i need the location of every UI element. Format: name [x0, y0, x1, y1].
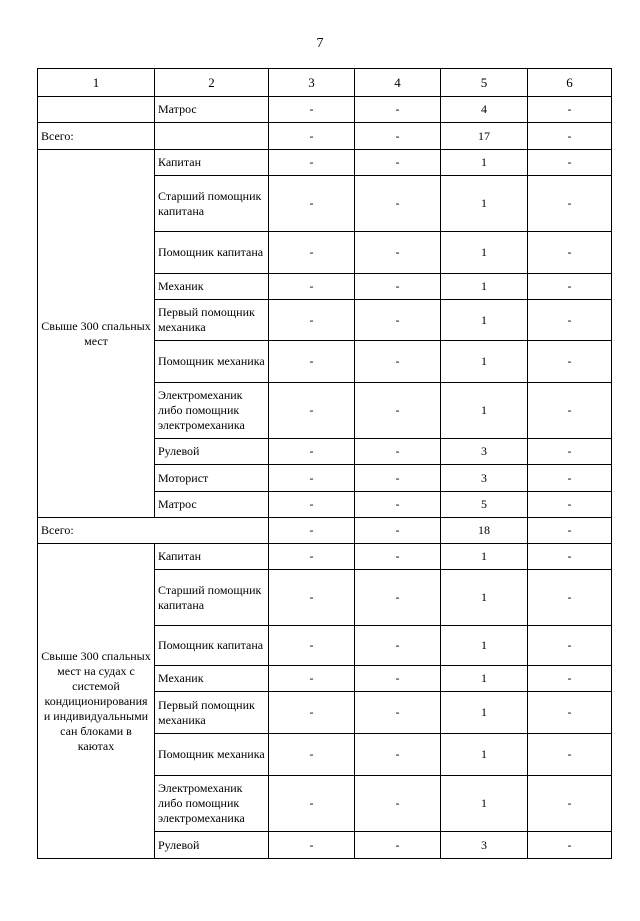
value-cell: -	[269, 300, 355, 341]
value-cell: -	[269, 341, 355, 383]
value-cell: 5	[441, 492, 528, 518]
value-cell: -	[269, 176, 355, 232]
column-header: 5	[441, 69, 528, 97]
value-cell: -	[528, 150, 612, 176]
value-cell: -	[528, 383, 612, 439]
value-cell: 1	[441, 274, 528, 300]
value-cell: -	[528, 176, 612, 232]
position-cell: Первый помощник механика	[155, 692, 269, 734]
value-cell: -	[269, 692, 355, 734]
position-cell: Помощник капитана	[155, 626, 269, 666]
value-cell: -	[355, 383, 441, 439]
column-header: 3	[269, 69, 355, 97]
value-cell: 1	[441, 626, 528, 666]
value-cell: 1	[441, 300, 528, 341]
value-cell: -	[528, 734, 612, 776]
category-cell: Свыше 300 спальных мест на судах с системой кондиционирования и индивидуальными сан блоками в каютах	[38, 544, 155, 859]
total-row	[38, 518, 612, 544]
table-row	[38, 544, 612, 570]
value-cell: -	[355, 465, 441, 492]
position-cell: Помощник капитана	[155, 232, 269, 274]
value-cell: 4	[441, 97, 528, 123]
position-cell: Первый помощник механика	[155, 300, 269, 341]
value-cell: 1	[441, 176, 528, 232]
value-cell: -	[355, 832, 441, 859]
column-header: 6	[528, 69, 612, 97]
staffing-table	[37, 68, 612, 859]
value-cell: -	[269, 734, 355, 776]
value-cell: -	[528, 776, 612, 832]
value-cell: 1	[441, 570, 528, 626]
value-cell: 3	[441, 832, 528, 859]
value-cell: -	[528, 232, 612, 274]
table-row	[38, 150, 612, 176]
value-cell: -	[528, 274, 612, 300]
value-cell: -	[269, 776, 355, 832]
value-cell: -	[355, 341, 441, 383]
value-cell: -	[355, 570, 441, 626]
value-cell: -	[269, 383, 355, 439]
value-cell: -	[355, 734, 441, 776]
value-cell: 1	[441, 666, 528, 692]
total-label: Всего:	[38, 123, 155, 150]
value-cell: -	[269, 544, 355, 570]
value-cell: -	[355, 232, 441, 274]
position-cell: Старший помощник капитана	[155, 176, 269, 232]
value-cell: -	[269, 123, 355, 150]
value-cell: -	[269, 97, 355, 123]
header-row	[38, 69, 612, 97]
empty-cell	[155, 123, 269, 150]
value-cell: 3	[441, 439, 528, 465]
value-cell: 1	[441, 544, 528, 570]
value-cell: -	[528, 626, 612, 666]
value-cell: -	[355, 544, 441, 570]
position-cell: Механик	[155, 274, 269, 300]
value-cell: -	[269, 465, 355, 492]
value-cell: -	[355, 439, 441, 465]
value-cell: -	[269, 832, 355, 859]
value-cell: -	[528, 439, 612, 465]
value-cell: -	[355, 97, 441, 123]
position-cell: Электромеханик либо помощник электромеханика	[155, 383, 269, 439]
value-cell: -	[528, 544, 612, 570]
position-cell: Старший помощник капитана	[155, 570, 269, 626]
position-cell: Моторист	[155, 465, 269, 492]
value-cell: -	[269, 518, 355, 544]
value-cell: -	[528, 97, 612, 123]
position-cell: Электромеханик либо помощник электромеханика	[155, 776, 269, 832]
position-cell: Капитан	[155, 544, 269, 570]
value-cell: -	[269, 232, 355, 274]
value-cell: -	[269, 626, 355, 666]
value-cell: -	[355, 666, 441, 692]
value-cell: -	[528, 123, 612, 150]
value-cell: -	[269, 274, 355, 300]
value-cell: -	[355, 123, 441, 150]
value-cell: -	[355, 518, 441, 544]
value-cell: -	[355, 300, 441, 341]
total-row	[38, 123, 612, 150]
value-cell: -	[528, 570, 612, 626]
value-cell: -	[528, 300, 612, 341]
position-cell: Рулевой	[155, 439, 269, 465]
value-cell: 1	[441, 776, 528, 832]
total-label: Всего:	[38, 518, 269, 544]
position-cell: Рулевой	[155, 832, 269, 859]
position-cell: Помощник механика	[155, 734, 269, 776]
column-header: 4	[355, 69, 441, 97]
value-cell: 18	[441, 518, 528, 544]
value-cell: -	[528, 666, 612, 692]
value-cell: -	[355, 692, 441, 734]
value-cell: -	[269, 666, 355, 692]
value-cell: -	[355, 626, 441, 666]
value-cell: -	[528, 832, 612, 859]
position-cell: Капитан	[155, 150, 269, 176]
value-cell: 1	[441, 150, 528, 176]
position-cell: Механик	[155, 666, 269, 692]
position-cell: Матрос	[155, 492, 269, 518]
value-cell: -	[355, 492, 441, 518]
position-cell: Помощник механика	[155, 341, 269, 383]
value-cell: -	[528, 341, 612, 383]
value-cell: -	[528, 465, 612, 492]
value-cell: -	[355, 274, 441, 300]
value-cell: 1	[441, 692, 528, 734]
value-cell: -	[355, 176, 441, 232]
value-cell: -	[269, 150, 355, 176]
value-cell: -	[355, 776, 441, 832]
value-cell: 1	[441, 232, 528, 274]
value-cell: 1	[441, 341, 528, 383]
value-cell: -	[528, 518, 612, 544]
value-cell: -	[528, 492, 612, 518]
column-header: 1	[38, 69, 155, 97]
value-cell: -	[269, 439, 355, 465]
position-cell: Матрос	[155, 97, 269, 123]
value-cell: -	[269, 570, 355, 626]
value-cell: -	[269, 492, 355, 518]
value-cell: 17	[441, 123, 528, 150]
category-cell	[38, 97, 155, 123]
value-cell: 1	[441, 383, 528, 439]
column-header: 2	[155, 69, 269, 97]
value-cell: 3	[441, 465, 528, 492]
page-number: 7	[316, 36, 324, 51]
value-cell: 1	[441, 734, 528, 776]
category-cell: Свыше 300 спальных мест	[38, 150, 155, 518]
table-row	[38, 97, 612, 123]
value-cell: -	[528, 692, 612, 734]
value-cell: -	[355, 150, 441, 176]
